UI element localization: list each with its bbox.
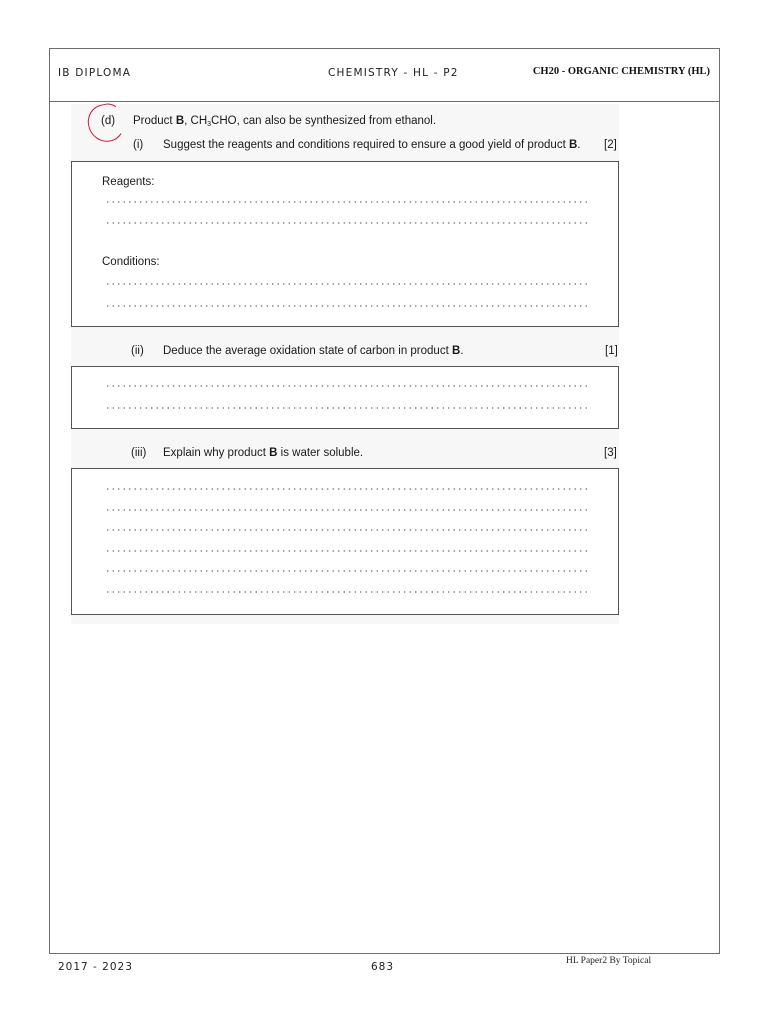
answer-line[interactable] xyxy=(105,570,587,572)
answer-line[interactable] xyxy=(105,407,587,409)
part-iii-text: Explain why product B is water soluble. xyxy=(163,447,364,459)
page-number: 683 xyxy=(371,961,395,973)
header-left: IB DIPLOMA xyxy=(58,67,132,79)
answer-line[interactable] xyxy=(105,529,587,531)
part-ii-text: Deduce the average oxidation state of carbon in product B. xyxy=(163,345,464,357)
reagents-label: Reagents: xyxy=(102,176,155,188)
answer-line[interactable] xyxy=(105,201,587,203)
conditions-label: Conditions: xyxy=(102,256,160,268)
footer-source: HL Paper2 By Topical xyxy=(566,956,652,966)
header-center: CHEMISTRY - HL - P2 xyxy=(328,67,459,79)
part-ii-marks: [1] xyxy=(605,345,618,357)
answer-line[interactable] xyxy=(105,283,587,285)
part-label: (d) xyxy=(101,115,116,127)
footer-years: 2017 - 2023 xyxy=(58,961,133,973)
answer-line[interactable] xyxy=(105,509,587,511)
question-stem: Product B, $CH_3CHO$, can also be synthesized from ethanol. xyxy=(133,115,437,128)
part-i-marks: [2] xyxy=(604,139,617,151)
answer-line[interactable] xyxy=(105,385,587,387)
part-iii-number: (iii) xyxy=(131,447,147,459)
part-i-text: Suggest the reagents and conditions required to ensure a good yield of product B. xyxy=(163,139,581,151)
header-right: CH20 - ORGANIC CHEMISTRY (HL) xyxy=(532,66,710,77)
part-ii-number: (ii) xyxy=(131,345,144,357)
answer-line[interactable] xyxy=(105,591,587,593)
answer-line[interactable] xyxy=(105,488,587,490)
answer-line[interactable] xyxy=(105,305,587,307)
answer-line[interactable] xyxy=(105,222,587,224)
header-divider xyxy=(49,101,720,102)
part-iii-marks: [3] xyxy=(604,447,617,459)
answer-box-ii[interactable] xyxy=(71,366,619,429)
answer-line[interactable] xyxy=(105,550,587,552)
part-i-number: (i) xyxy=(133,139,144,151)
